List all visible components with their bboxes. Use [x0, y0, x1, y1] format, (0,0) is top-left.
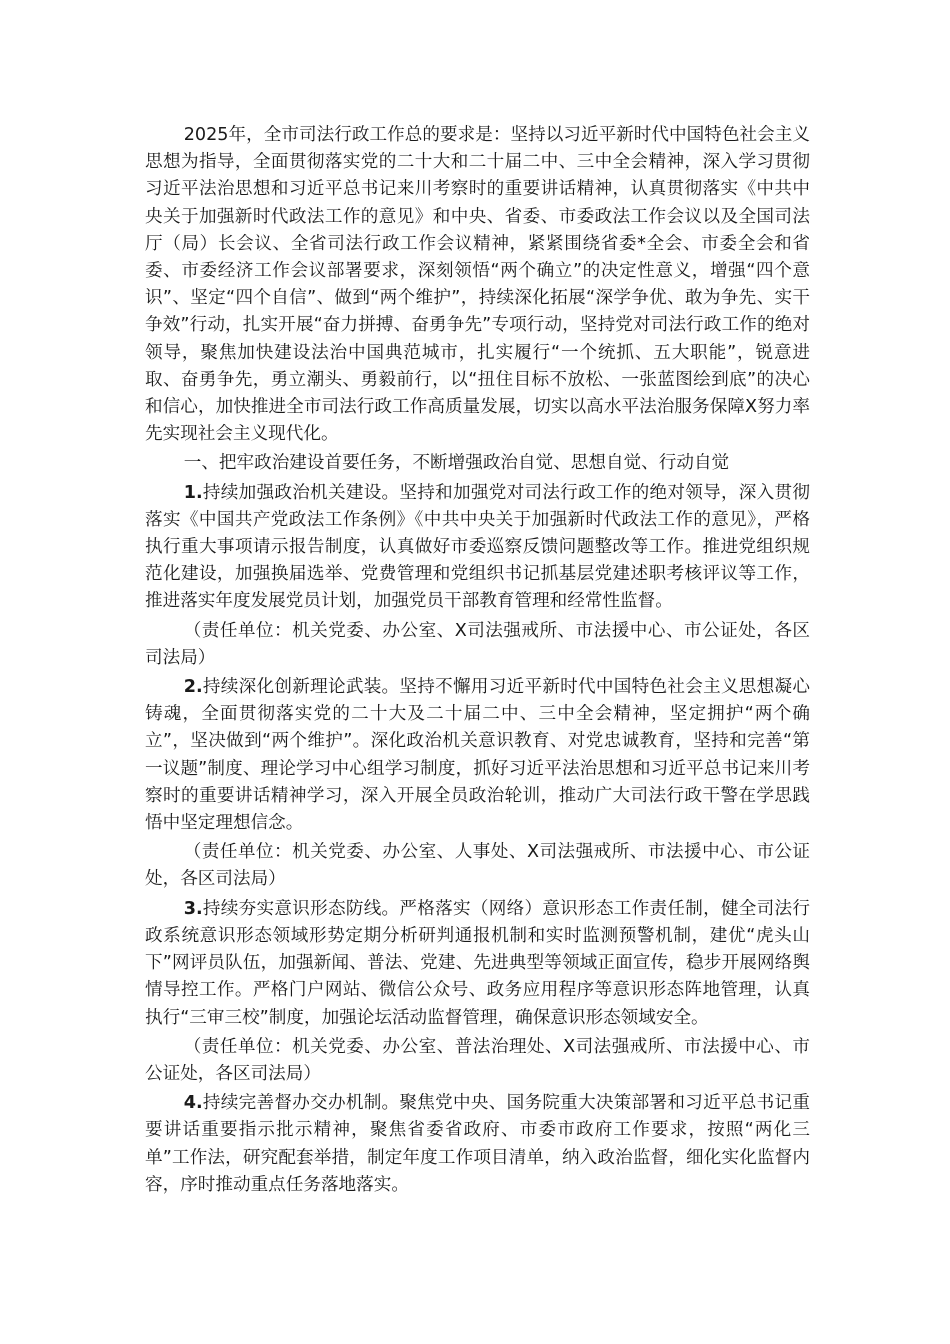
task-text: 持续加强政治机关建设。坚持和加强党对司法行政工作的绝对领导，深入贯彻落实《中国共产党政法工作条例》《中共中央关于加强新时代政法工作的意见》，严格执行重大事项请示报告制度，认真做好市委巡察反馈问题整改等工作。推进党组织规范化建设，加强换届选举、党费管理和党组织书记抓基层党建述职考核评议等工作，推进落实年度发展党员计划，加强党员干部教育管理和经常性监督。: [145, 482, 810, 612]
intro-paragraph: 2025年，全市司法行政工作总的要求是：坚持以习近平新时代中国特色社会主义思想为指导，全面贯彻落实党的二十大和二十届二中、三中全会精神，深入学习贯彻习近平法治思想和习近平总书记来川考察时的重要讲话精神，认真贯彻落实《中共中央关于加强新时代政法工作的意见》和中央、省委、市委政法工作会议以及全国司法厅（局）长会议、全省司法行政工作会议精神，紧紧围绕省委*全会、市委全会和省委、市委经济工作会议部署要求，深刻领悟“两个确立”的决定性意义，增强“四个意识”、坚定“四个自信”、做到“两个维护”，持续深化拓展“深学争优、敢为争先、实干争效”行动，扎实开展“奋力拼搏、奋勇争先”专项行动，坚持党对司法行政工作的绝对领导，聚焦加快建设法治中国典范城市，扎实履行“一个统抓、五大职能”，锐意进取、奋勇争先，勇立潮头、勇毅前行，以“扭住目标不放松、一张蓝图绘到底”的决心和信心，加快推进全市司法行政工作高质量发展，切实以高水平法治服务保障X努力率先实现社会主义现代化。: [145, 125, 810, 445]
task-number: 2.: [183, 677, 203, 698]
task-text: 持续完善督办交办机制。聚焦党中央、国务院重大决策部署和习近平总书记重要讲话重要指示批示精神，聚焦省委省政府、市委市政府工作要求，按照“两化三单”工作法，研究配套举措，制定年度工作项目清单，纳入政治监督，细化实化监督内容，序时推动重点任务落地落实。: [145, 1093, 810, 1195]
task-item-4: [145, 1090, 810, 1199]
responsible-units-1: （责任单位：机关党委、办公室、X司法强戒所、市法援中心、市公证处，各区司法局）: [145, 620, 810, 668]
responsible-units-3: （责任单位：机关党委、办公室、普法治理处、X司法强戒所、市法援中心、市公证处，各区司法局）: [145, 1036, 810, 1084]
responsible-units-2: （责任单位：机关党委、办公室、人事处、X司法强戒所、市法援中心、市公证处，各区司法局）: [145, 842, 810, 890]
task-item-1: [145, 480, 810, 616]
document-body: [145, 122, 810, 1199]
task-number: 4.: [183, 1093, 203, 1114]
task-text: 持续深化创新理论武装。坚持不懈用习近平新时代中国特色社会主义思想凝心铸魂，全面贯彻落实党的二十大及二十届二中、三中全会精神，坚定拥护“两个确立”，坚决做到“两个维护”。深化政治机关意识教育、对党忠诚教育，坚持和完善“第一议题”制度、理论学习中心组学习制度，抓好习近平法治思想和习近平总书记来川考察时的重要讲话精神学习，深入开展全员政治轮训，推动广大司法行政干警在学思践悟中坚定理想信念。: [145, 677, 810, 834]
task-number: 1.: [183, 482, 203, 503]
task-item-3: [145, 896, 810, 1032]
task-number: 3.: [183, 898, 203, 919]
task-text: 持续夯实意识形态防线。严格落实（网络）意识形态工作责任制，健全司法行政系统意识形态领域形势定期分析研判通报机制和实时监测预警机制，建优“虎头山下”网评员队伍，加强新闻、普法、党建、先进典型等领域正面宣传，稳步开展网络舆情导控工作。严格门户网站、微信公众号、政务应用程序等意识形态阵地管理，认真执行“三审三校”制度，加强论坛活动监督管理，确保意识形态领域安全。: [145, 898, 810, 1028]
task-item-2: [145, 674, 810, 837]
section-heading-1: 一、把牢政治建设首要任务，不断增强政治自觉、思想自觉、行动自觉: [183, 453, 730, 474]
